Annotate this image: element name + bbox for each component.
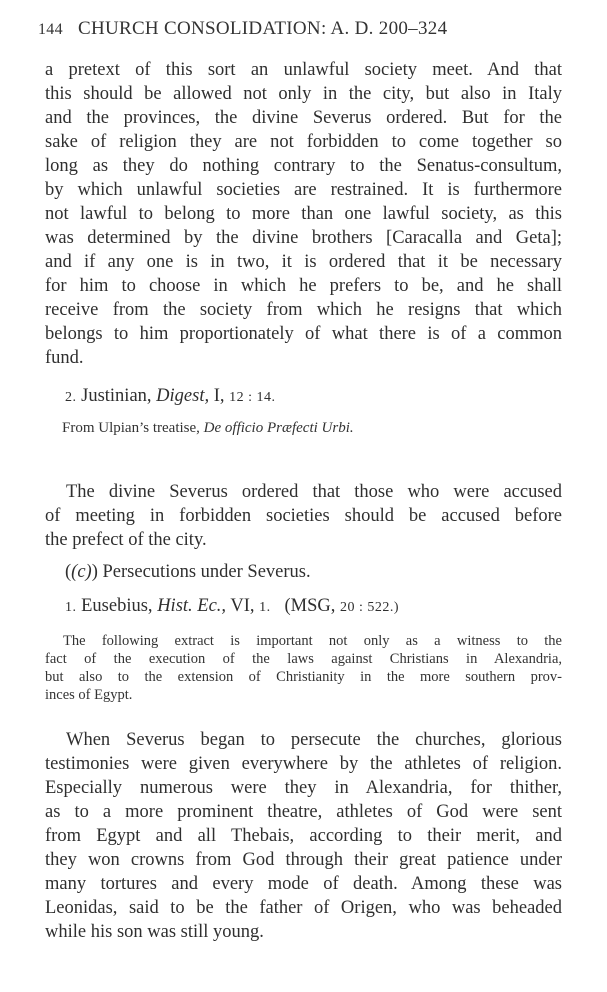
text-line: not lawful to belong to more than one lawful society, as this [45, 204, 562, 224]
text-line: long as they do nothing contrary to the Senatus-consultum, [45, 156, 562, 176]
text-line: this should be allowed not only in the city, but also in Italy [45, 84, 562, 104]
text-line: The divine Severus ordered that those who were accused [66, 482, 562, 502]
note-line: The following extract is important not only as a witness to the [63, 633, 562, 649]
source-number: 1. [65, 600, 77, 615]
text-line: the prefect of the city. [45, 530, 207, 550]
note-line: fact of the execution of the laws against Christians in Alexandria, [45, 651, 562, 667]
source-heading-justinian [65, 386, 276, 407]
text-line: When Severus began to persecute the churches, glorious [66, 730, 562, 750]
section-title: Persecutions under Severus. [102, 562, 311, 582]
running-title: CHURCH CONSOLIDATION: A. D. 200–324 [77, 18, 448, 39]
section-heading-c [65, 562, 311, 583]
text-line: of meeting in forbidden societies should be accused before [45, 506, 562, 526]
text-line: many tortures and every mode of death. Among these was [45, 874, 562, 894]
text-line: they won crowns from God through their great patience under [45, 850, 562, 870]
source-ref: VI, [230, 596, 255, 616]
section-label: ((c)) [65, 562, 98, 582]
source-ref: I, [213, 386, 225, 406]
text-line: a pretext of this sort an unlawful society meet. And that [45, 60, 562, 80]
msg-open: (MSG, [284, 596, 336, 616]
text-line: was determined by the divine brothers [Caracalla and Geta]; [45, 228, 562, 248]
note-line: but also to the extension of Christianity in the more southern prov- [45, 669, 562, 685]
note-title: De officio Præfecti Urbi. [203, 420, 354, 436]
text-line: and if any one is in two, it is ordered that it be necessary [45, 252, 562, 272]
source-author: Eusebius, [81, 596, 153, 616]
source-number: 2. [65, 390, 77, 405]
text-line: from Egypt and all Thebais, according to their merit, and [45, 826, 562, 846]
section-letter: (c) [71, 562, 92, 582]
source-note-ulpian [62, 420, 354, 437]
text-line: by which unlawful societies are restrained. It is furthermore [45, 180, 562, 200]
source-heading-eusebius [65, 596, 399, 617]
text-line: receive from the society from which he resigns that which [45, 300, 562, 320]
text-line: and the provinces, the divine Severus ordered. But for the [45, 108, 562, 128]
note-prefix: From Ulpian’s treatise, [62, 420, 200, 436]
source-work: Digest, [156, 386, 210, 406]
text-line: as to a more prominent theatre, athletes of God were sent [45, 802, 562, 822]
text-line: for him to choose in which he prefers to be, and he shall [45, 276, 562, 296]
text-line: belongs to him proportionately of what there is of a common [45, 324, 562, 344]
text-line: testimonies were given everywhere by the athletes of religion. [45, 754, 562, 774]
source-ref-numbers: 12 : 14. [229, 390, 276, 405]
note-line: inces of Egypt. [45, 687, 133, 703]
source-ref-number: 1. [259, 600, 271, 615]
source-work: Hist. Ec., [157, 596, 227, 616]
text-line: Especially numerous were they in Alexandria, for thither, [45, 778, 562, 798]
text-line: while his son was still young. [45, 922, 264, 942]
page-number: 144 [38, 21, 63, 38]
msg-numbers: 20 : 522.) [340, 600, 400, 615]
text-line: sake of religion they are not forbidden to come together so [45, 132, 562, 152]
running-header [38, 18, 447, 40]
text-line: fund. [45, 348, 84, 368]
source-author: Justinian, [81, 386, 152, 406]
text-line: Leonidas, said to be the father of Origen, who was beheaded [45, 898, 562, 918]
